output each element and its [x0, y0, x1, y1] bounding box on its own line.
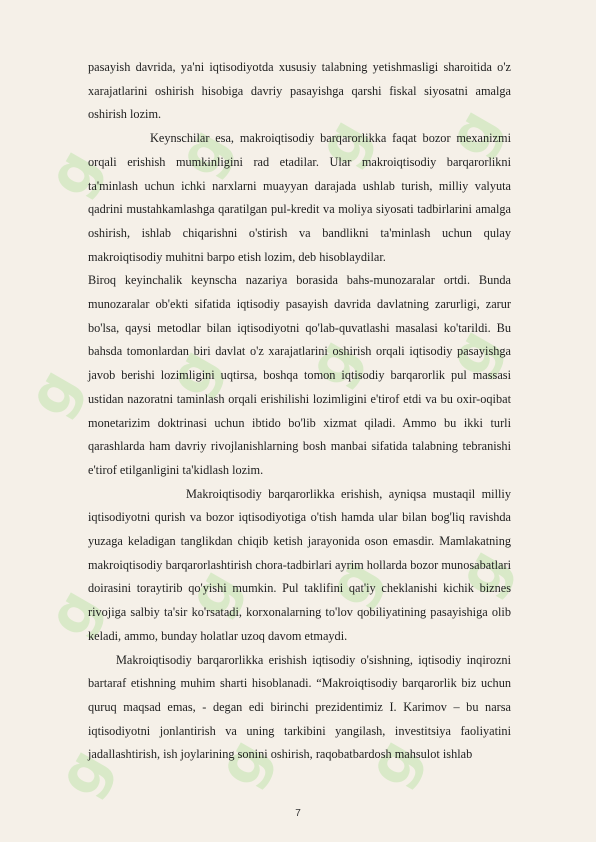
- body-text: [88, 56, 511, 767]
- svg-text:g: g: [163, 117, 243, 187]
- paragraph-1: pasayish davrida, ya'ni iqtisodiyotda xususiy talabning yetishmasligi sharoitida o'z xarajatlarini oshirish hisobiga davriy pasayishga qarshi fiskal siyosatni amalga oshirish lozim.: [88, 60, 511, 122]
- svg-text:g: g: [293, 327, 373, 397]
- svg-text:g: g: [33, 137, 113, 207]
- svg-text:g: g: [43, 737, 123, 807]
- svg-text:g: g: [303, 107, 383, 177]
- page-number: 7: [295, 808, 301, 819]
- paragraph-2: Keynschilar esa, makroiqtisodiy barqarorlikka faqat bozor mexanizmi orqali erishish mumkinligini rad etadilar. Ular makroiqtisodiy barqarorlikni ta'minlash uchun ichki narxlarni muayyan darajada ushlab turish, milliy valyuta qadrini mustahkamlashga qaratilgan pul-kredit va moliya siyosati tadbirlarini amalga oshirish, ishlab chiqarishni o'stirish va bandlikni ta'minlash uchun qulay makroiqtisodiy muhitni barpo etish lozim, deb hisoblaydilar.: [88, 131, 511, 264]
- paragraph-3: Biroq keyinchalik keynscha nazariya borasida bahs-munozaralar ortdi. Bunda munozaralar ob'ekti sifatida iqtisodiy pasayish davrida davlatning zarurligi, zarur bo'lsa, qaysi metodlar bilan iqtisodiyotni qo'lab-quvatlashi masalasi ko'tarildi. Bu bahsda tomonlardan biri davlat o'z xarajatlarini oshirish orqali iqtisodiy pasayishga javob berishi lozimligini uqtirsa, boshqa tomon iqtisodiy barqarorlik pul massasi ustidan nazoratni taminlash orqali erishilishi lozimligini e'tirof etdi va bu oxir-oqibat monetarizim doktrinasi uchun ibtido bo'lib xizmat qiladi. Ammo bu ikki turli qarashlarda ham davriy rivojlanishlarning bosh manbai sifatida talabning tebranishi e'tirof etilganligini ta'kidlash lozim.: [88, 273, 511, 477]
- svg-text:g: g: [153, 337, 233, 407]
- svg-text:g: g: [13, 357, 93, 427]
- svg-text:g: g: [173, 557, 253, 627]
- paragraph-4: Makroiqtisodiy barqarorlikka erishish, ayniqsa mustaqil milliy iqtisodiyotni qurish va bozor iqtisodiyotiga o'tish hamda ular bilan bog'liq ravishda yuzaga keladigan tanglikdan chiqib ketish jarayonida oson emasdir. Mamlakatning makroiqtisodiy barqarorlashtirish chora-tadbirlari ayrim hollarda bozor munosabatlari doirasini toraytirib qo'yishi mumkin. Pul taklifini qat'iy cheklanishi kichik biznes rivojiga salbiy ta'sir ko'rsatadi, korxonalarning to'lov qobiliyatining pasayishiga olib keladi, ammo, bunday holatlar uzoq davom etmaydi.: [88, 486, 511, 643]
- svg-text:g: g: [313, 547, 393, 617]
- svg-text:g: g: [33, 577, 113, 647]
- svg-text:g: g: [443, 537, 523, 607]
- svg-text:g: g: [203, 727, 283, 797]
- svg-text:g: g: [353, 727, 433, 797]
- paragraph-5: Makroiqtisodiy barqarorlikka erishish iqtisodiy o'sishning, iqtisodiy inqirozni bartaraf etishning muhim sharti hisoblanadi. “Makroiqtisodiy barqarorlik biz uchun quruq maqsad emas, - degan edi birinchi prezidentimiz I. Karimov – bu narsa iqtisodiyotni jonlantirish va uning tarkibini yangilash, investitsiya faoliyatini jadallashtirish, ish joylarining sonini oshirish, raqobatbardosh mahsulot ishlab: [88, 652, 511, 762]
- svg-text:g: g: [433, 97, 513, 167]
- svg-text:g: g: [433, 317, 513, 387]
